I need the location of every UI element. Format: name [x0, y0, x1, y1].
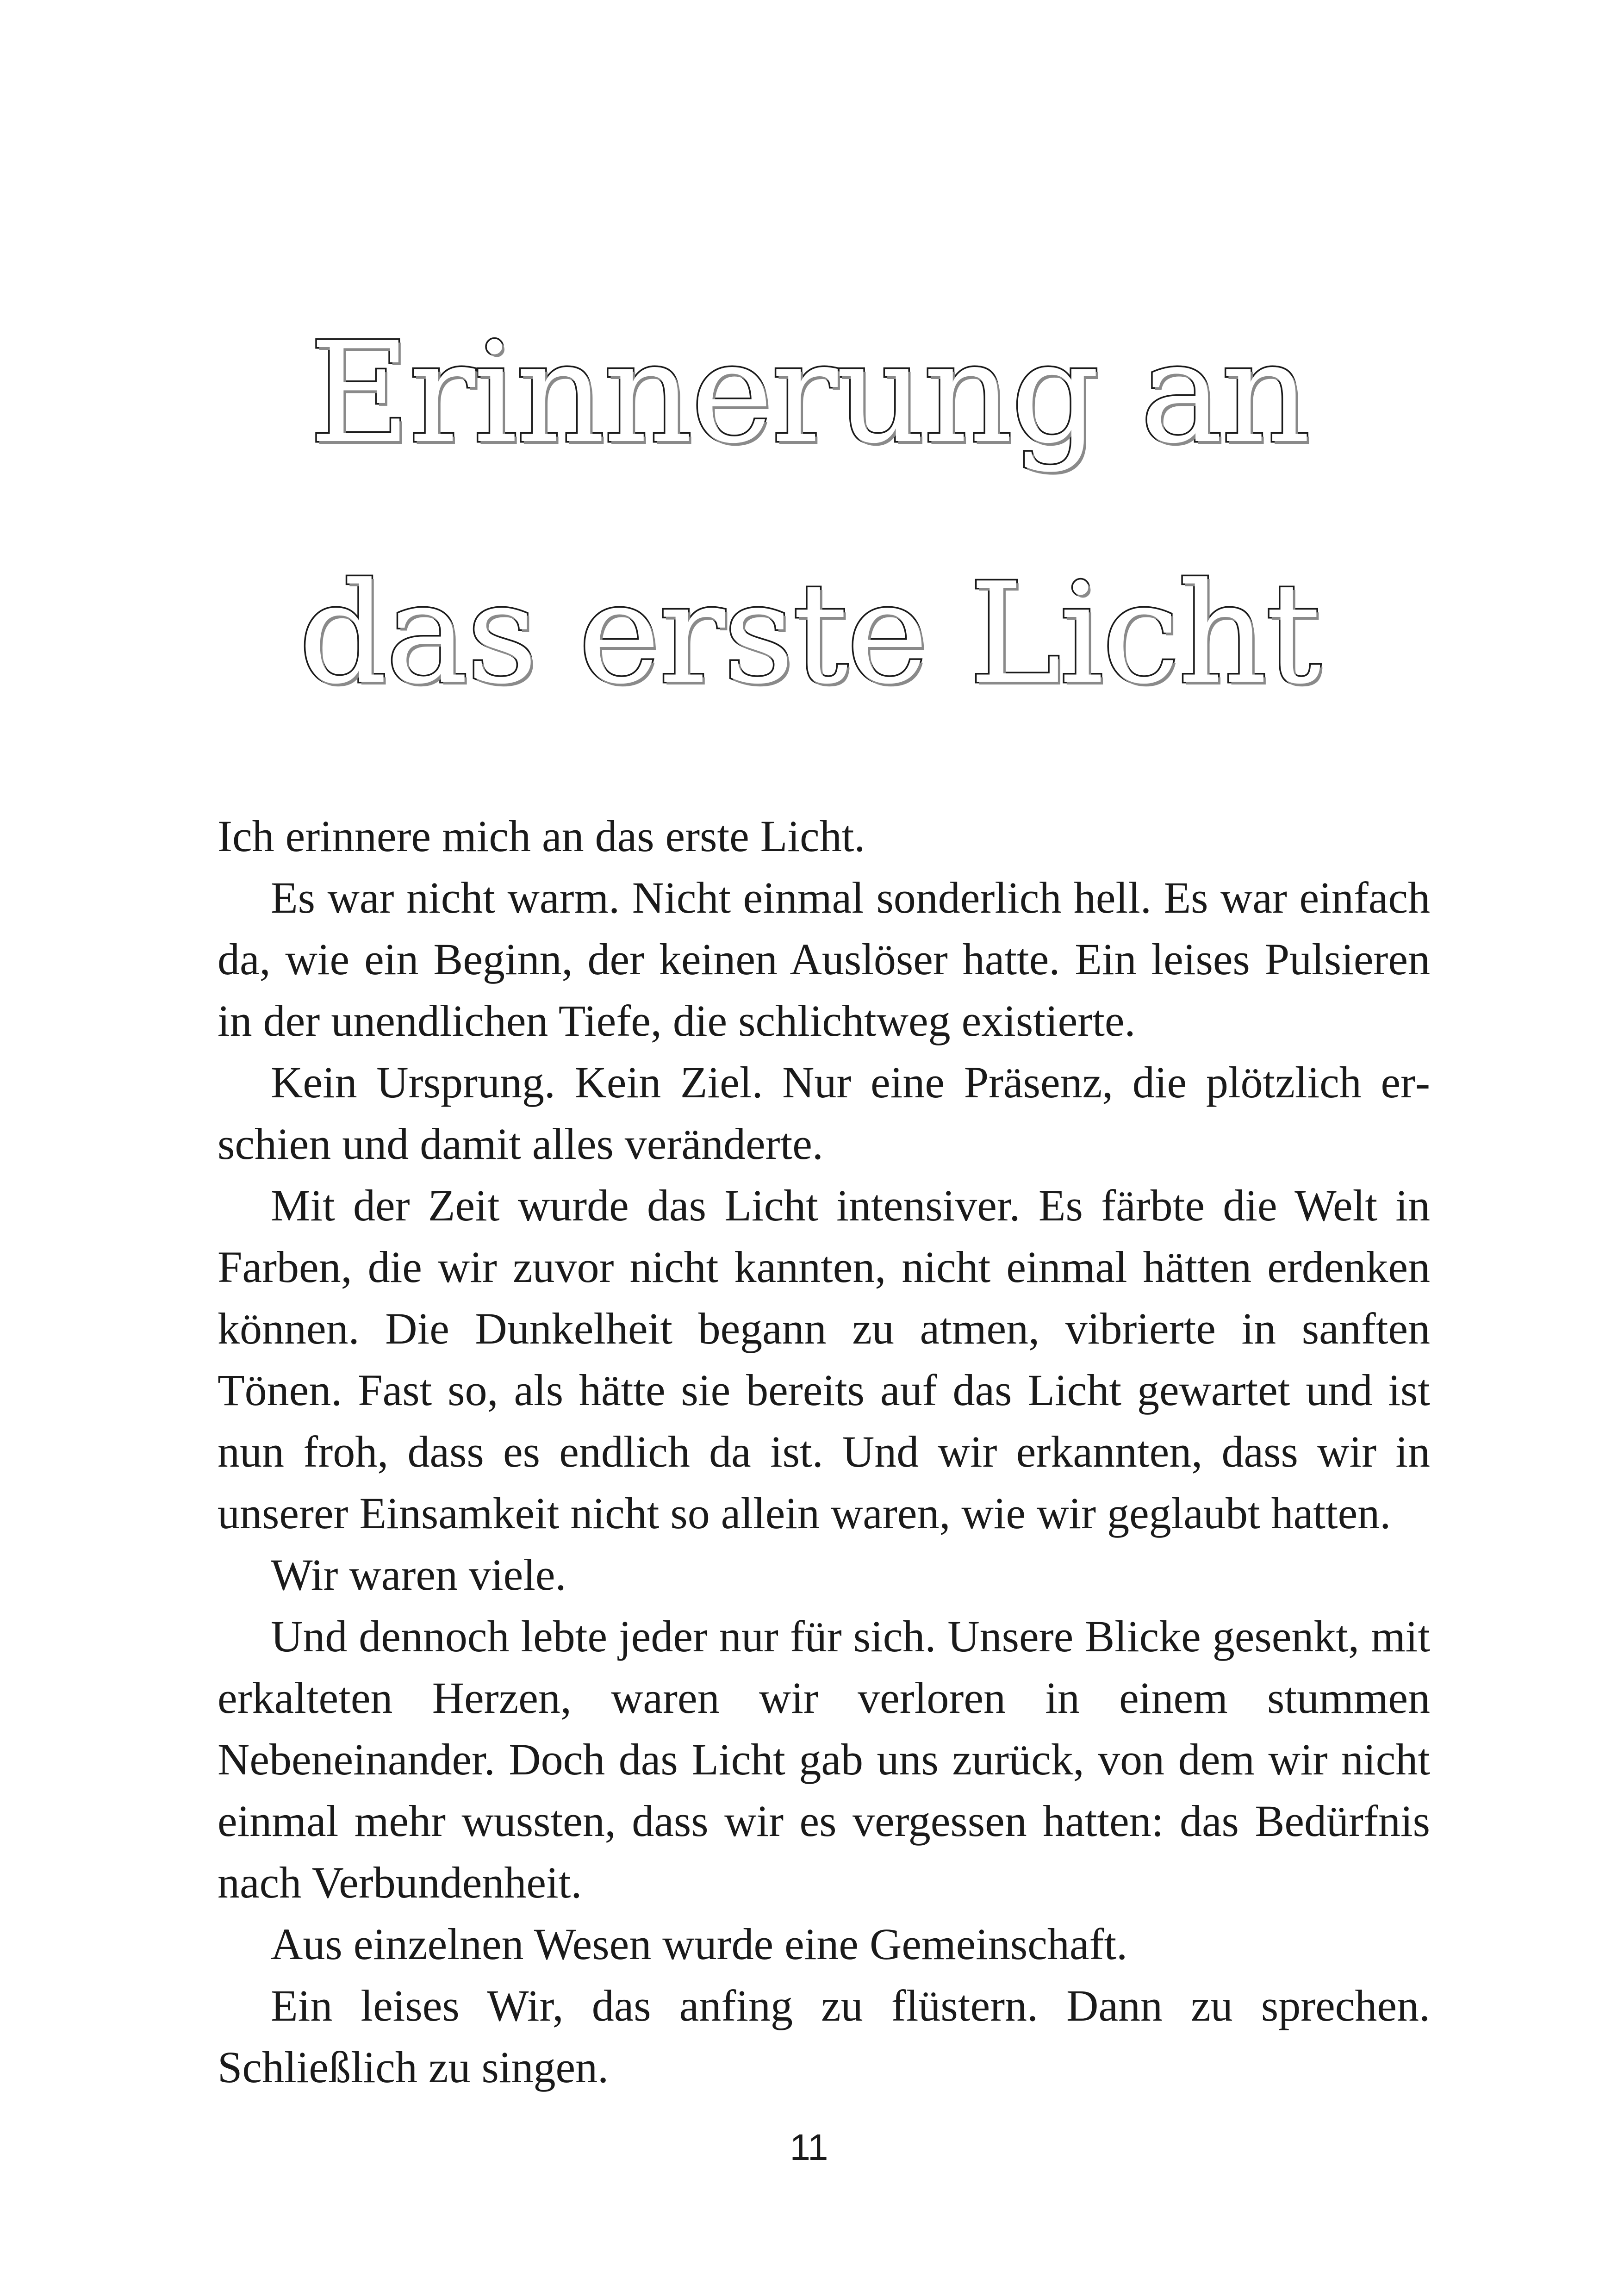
paragraph: Ein leises Wir, das anfing zu flüstern. Dann zu sprechen. Schließlich zu singen. [218, 1981, 1430, 2092]
chapter-title-line-1: Erinnerung an [309, 312, 1309, 474]
paragraph: Und dennoch lebte jeder nur für sich. Unsere Blicke gesenkt, mit erkalteten Herzen, waren wir verloren in einem stummen Nebeneinander. Doch das Licht gab uns zurück, von dem wir nicht einmal mehr wussten, dass wir es vergessen hatten: das Bedürfnis nach Verbundenheit. [218, 1612, 1430, 1907]
paragraph: Kein Ursprung. Kein Ziel. Nur eine Präsenz, die plötzlich erschien und damit alles veränderte. [218, 1058, 1430, 1169]
paragraph: Wir waren viele. [271, 1550, 566, 1599]
paragraph: Ich erinnere mich an das erste Licht. [218, 811, 865, 861]
paragraph: Aus einzelnen Wesen wurde eine Gemeinschaft. [271, 1919, 1128, 1969]
chapter-title [0, 273, 1618, 754]
page-number: 11 [790, 2127, 828, 2168]
body-text [218, 805, 1430, 2098]
paragraph: Mit der Zeit wurde das Licht intensiver. Es färbte die Welt in Farben, die wir zuvor nicht kannten, nicht einmal hätten erdenken können. Die Dunkelheit begann zu atmen, vibrierte in sanften Tönen. Fast so, als hätte sie bereits auf das Licht gewartet und ist nun froh, dass es endlich da ist. Und wir erkannten, dass wir in unserer Einsamkeit nicht so allein waren, wie wir geglaubt hatten. [218, 1181, 1430, 1538]
paragraph: Es war nicht warm. Nicht einmal sonderlich hell. Es war einfach da, wie ein Beginn, der keinen Auslöser hatte. Ein leises Pulsieren in der unendlichen Tiefe, die schlichtweg existierte. [218, 873, 1430, 1045]
chapter-title-line-2: das erste Licht [299, 553, 1319, 715]
